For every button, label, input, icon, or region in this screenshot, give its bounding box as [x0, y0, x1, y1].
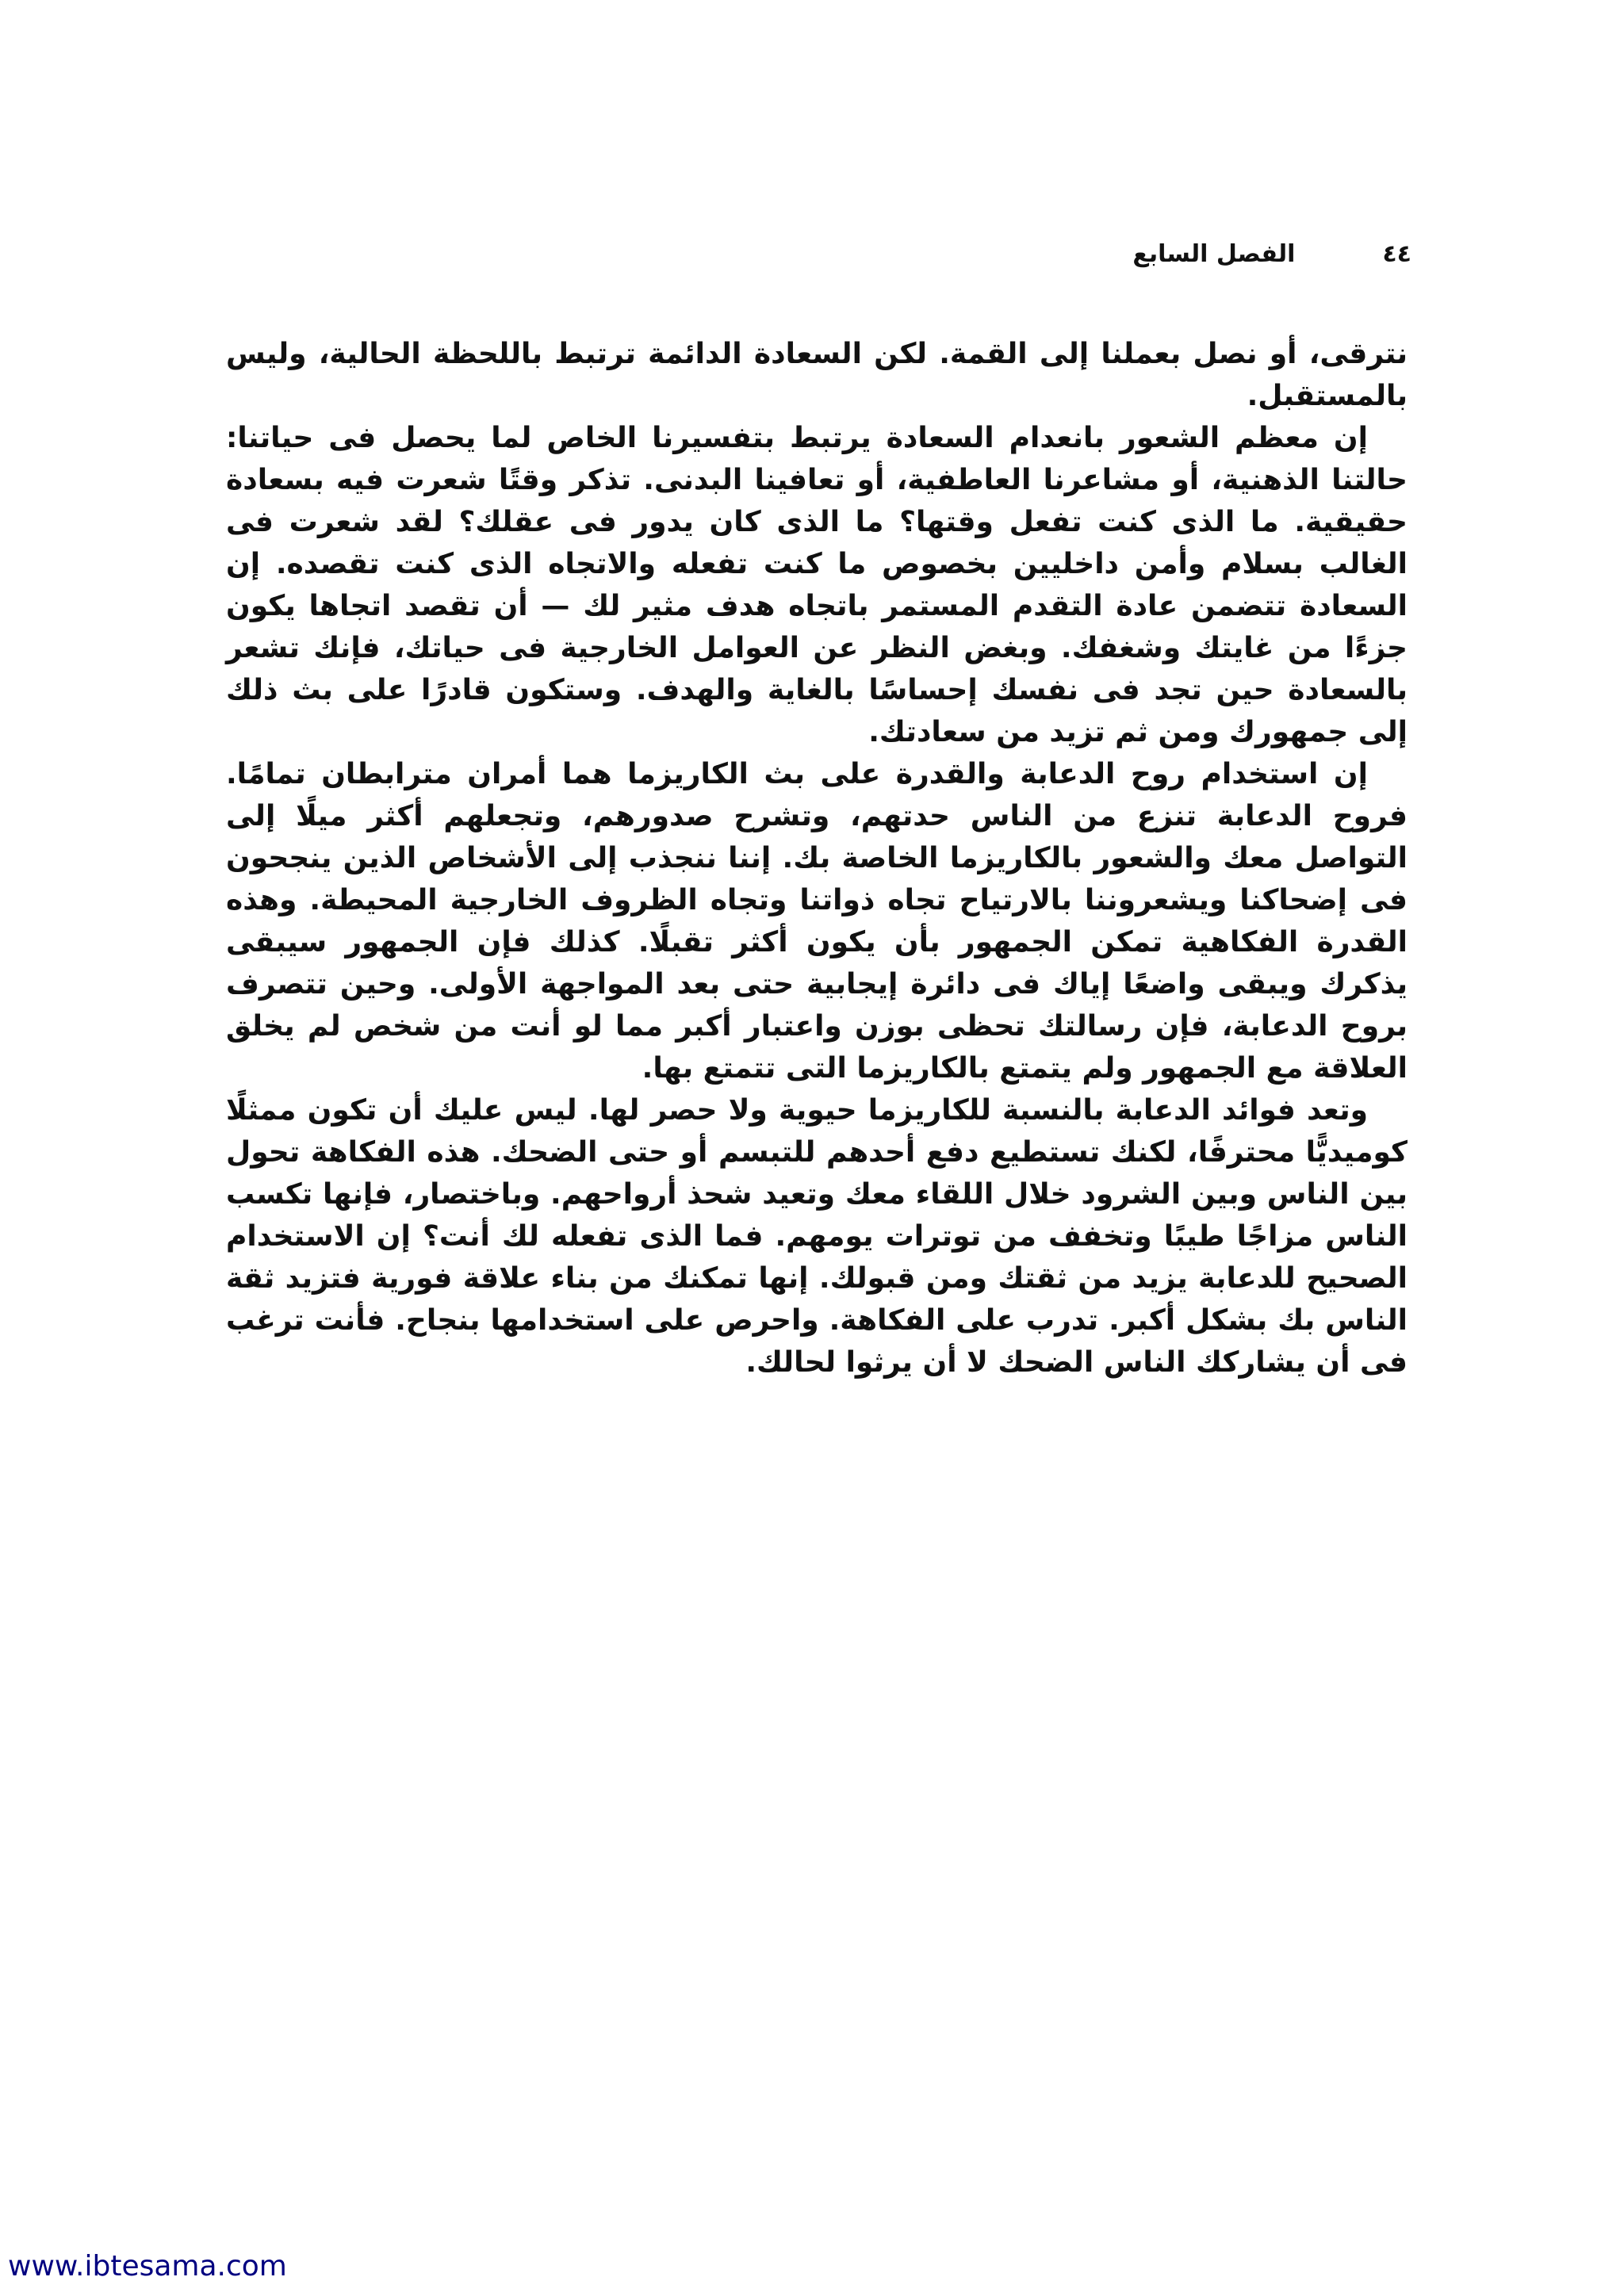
body-text: [226, 333, 1408, 1383]
paragraph-1: نترقى، أو نصل بعملنا إلى القمة. لكن السعادة الدائمة ترتبط باللحظة الحالية، وليس بالمستقبل.: [226, 338, 1408, 412]
page-number: ٤٤: [1382, 239, 1411, 268]
paragraph-3: إن استخدام روح الدعابة والقدرة على بث الكاريزما هما أمران مترابطان تمامًا. فروح الدعابة تنزع من الناس حدتهم، وتشرح صدورهم، وتجعلهم أكثر ميلًا إلى التواصل معك والشعور بالكاريزما الخاصة بك. إننا ننجذب إلى الأشخاص الذين ينجحون فى إضحاكنا ويشعروننا بالارتياح تجاه ذواتنا وتجاه الظروف الخارجية المحيطة. وهذه القدرة الفكاهية تمكن الجمهور بأن يكون أكثر تقبلًا. كذلك فإن الجمهور سيبقى يذكرك ويبقى واضعًا إياك فى دائرة إيجابية حتى بعد المواجهة الأولى. وحين تتصرف بروح الدعابة، فإن رسالتك تحظى بوزن واعتبار أكبر مما لو أنت من شخص لم يخلق العلاقة مع الجمهور ولم يتمتع بالكاريزما التى تتمتع بها.: [226, 758, 1408, 1085]
watermark-url[interactable]: www.ibtesama.com: [8, 2250, 287, 2283]
paragraph-4: وتعد فوائد الدعابة بالنسبة للكاريزما حيوية ولا حصر لها. ليس عليك أن تكون ممثلًا كوميديًّا محترفًا، لكنك تستطيع دفع أحدهم للتبسم أو حتى الضحك. هذه الفكاهة تحول بين الناس وبين الشرود خلال اللقاء معك وتعيد شحذ أرواحهم. وباختصار، فإنها تكسب الناس مزاجًا طيبًا وتخفف من توترات يومهم. فما الذى تفعله لك أنت؟ إن الاستخدام الصحيح للدعابة يزيد من ثقتك ومن قبولك. إنها تمكنك من بناء علاقة فورية فتزيد ثقة الناس بك بشكل أكبر. تدرب على الفكاهة. واحرص على استخدامها بنجاح. فأنت ترغب فى أن يشاركك الناس الضحك لا أن يرثوا لحالك.: [226, 1094, 1408, 1379]
paragraph-2: إن معظم الشعور بانعدام السعادة يرتبط بتفسيرنا الخاص لما يحصل فى حياتنا: حالتنا الذهنية، أو مشاعرنا العاطفية، أو تعافينا البدنى. تذكر وقتًا شعرت فيه بسعادة حقيقية. ما الذى كنت تفعل وقتها؟ ما الذى كان يدور فى عقلك؟ لقد شعرت فى الغالب بسلام وأمن داخليين بخصوص ما كنت تفعله والاتجاه الذى كنت تقصده. إن السعادة تتضمن عادة التقدم المستمر باتجاه هدف مثير لك — أن تقصد اتجاها يكون جزءًا من غايتك وشغفك. وبغض النظر عن العوامل الخارجية فى حياتك، فإنك تشعر بالسعادة حين تجد فى نفسك إحساسًا بالغاية والهدف. وستكون قادرًا على بث ذلك إلى جمهورك ومن ثم تزيد من سعادتك.: [226, 422, 1408, 748]
chapter-title: الفصل السابع: [1132, 239, 1296, 268]
page-header: [1094, 230, 1411, 277]
